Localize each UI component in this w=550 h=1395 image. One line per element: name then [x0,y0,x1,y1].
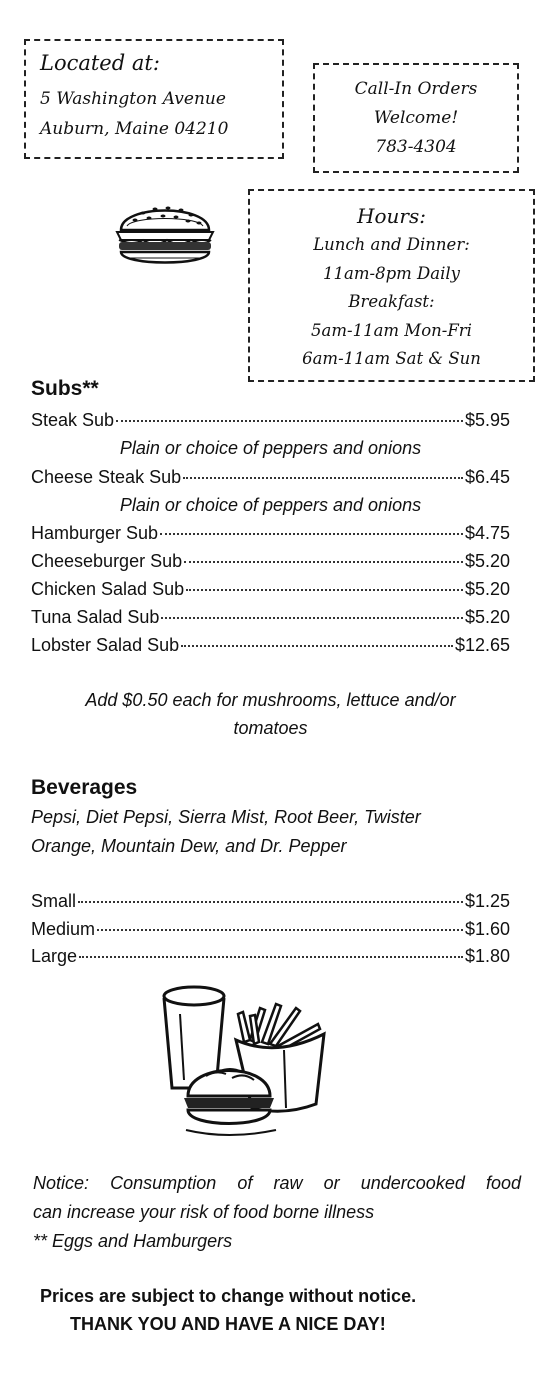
size-name: Large [31,946,78,966]
hamburger-icon [113,196,217,272]
dot-leader [79,956,463,958]
location-city: Auburn, Maine 04210 [40,119,229,139]
dot-leader [160,533,463,535]
burger-fries-drink-icon [158,984,332,1140]
call-in-box [313,63,519,173]
subs-title: Subs** [31,377,99,400]
dot-leader [116,420,463,422]
item-name: Cheese Steak Sub [31,467,182,487]
notice-line1: Notice: Consumption of raw or undercooked food [33,1173,521,1193]
hours-breakfast-weekday: 5am-11am Mon-Fri [311,320,472,340]
menu-item [31,634,510,656]
dot-leader [183,477,463,479]
item-price: $12.65 [454,635,510,655]
menu-item [31,550,510,572]
beverages-title: Beverages [31,776,138,799]
location-street: 5 Washington Avenue [40,89,226,109]
menu-item [31,606,510,628]
notice-line2: can increase your risk of food borne illness [33,1202,375,1222]
dot-leader [186,589,463,591]
size-name: Small [31,891,77,911]
item-name: Hamburger Sub [31,523,159,543]
item-price: $5.95 [464,410,510,430]
call-in-phone: 783-4304 [375,137,457,157]
addon-note-line2: tomatoes [233,718,308,738]
notice-line3: ** Eggs and Hamburgers [33,1231,233,1251]
beverage-size [31,945,510,967]
footer-thank-you: THANK YOU AND HAVE A NICE DAY! [70,1314,386,1334]
beverages-list [31,803,501,861]
hours-lunch-time: 11am-8pm Daily [323,263,460,283]
dot-leader [97,929,463,931]
hours-breakfast-weekend: 6am-11am Sat & Sun [302,349,481,368]
dot-leader [161,617,463,619]
beverages-list-line2: Orange, Mountain Dew, and Dr. Pepper [31,836,347,856]
food-safety-notice [33,1169,521,1256]
item-price: $5.20 [464,551,510,571]
beverage-size [31,918,510,940]
dot-leader [78,901,463,903]
size-price: $1.60 [464,919,510,939]
menu-item [31,466,510,488]
beverage-size [31,890,510,912]
call-in-line1: Call-In Orders [354,79,478,99]
menu-item [31,409,510,431]
item-note: Plain or choice of peppers and onions [119,438,422,458]
addon-note-line1: Add $0.50 each for mushrooms, lettuce and/or [85,690,456,710]
item-name: Lobster Salad Sub [31,635,180,655]
item-price: $6.45 [464,467,510,487]
item-name: Steak Sub [31,410,115,430]
size-price: $1.25 [464,891,510,911]
location-label: Located at: [40,51,160,75]
menu-item [31,578,510,600]
dot-leader [181,645,453,647]
item-name: Tuna Salad Sub [31,607,160,627]
item-name: Cheeseburger Sub [31,551,183,571]
item-name: Chicken Salad Sub [31,579,185,599]
dot-leader [184,561,463,563]
item-price: $5.20 [464,579,510,599]
location-box [24,39,284,159]
hours-lunch-label: Lunch and Dinner: [313,235,470,254]
size-price: $1.80 [464,946,510,966]
menu-item [31,522,510,544]
call-in-line2: Welcome! [373,108,459,128]
size-name: Medium [31,919,96,939]
item-note: Plain or choice of peppers and onions [119,495,422,515]
hours-breakfast-label: Breakfast: [348,292,435,311]
hours-title: Hours: [357,204,426,228]
footer-price-disclaimer: Prices are subject to change without notice. [40,1286,417,1306]
item-price: $4.75 [464,523,510,543]
hours-box [248,189,535,382]
beverages-list-line1: Pepsi, Diet Pepsi, Sierra Mist, Root Beer, Twister [31,807,421,827]
item-price: $5.20 [464,607,510,627]
